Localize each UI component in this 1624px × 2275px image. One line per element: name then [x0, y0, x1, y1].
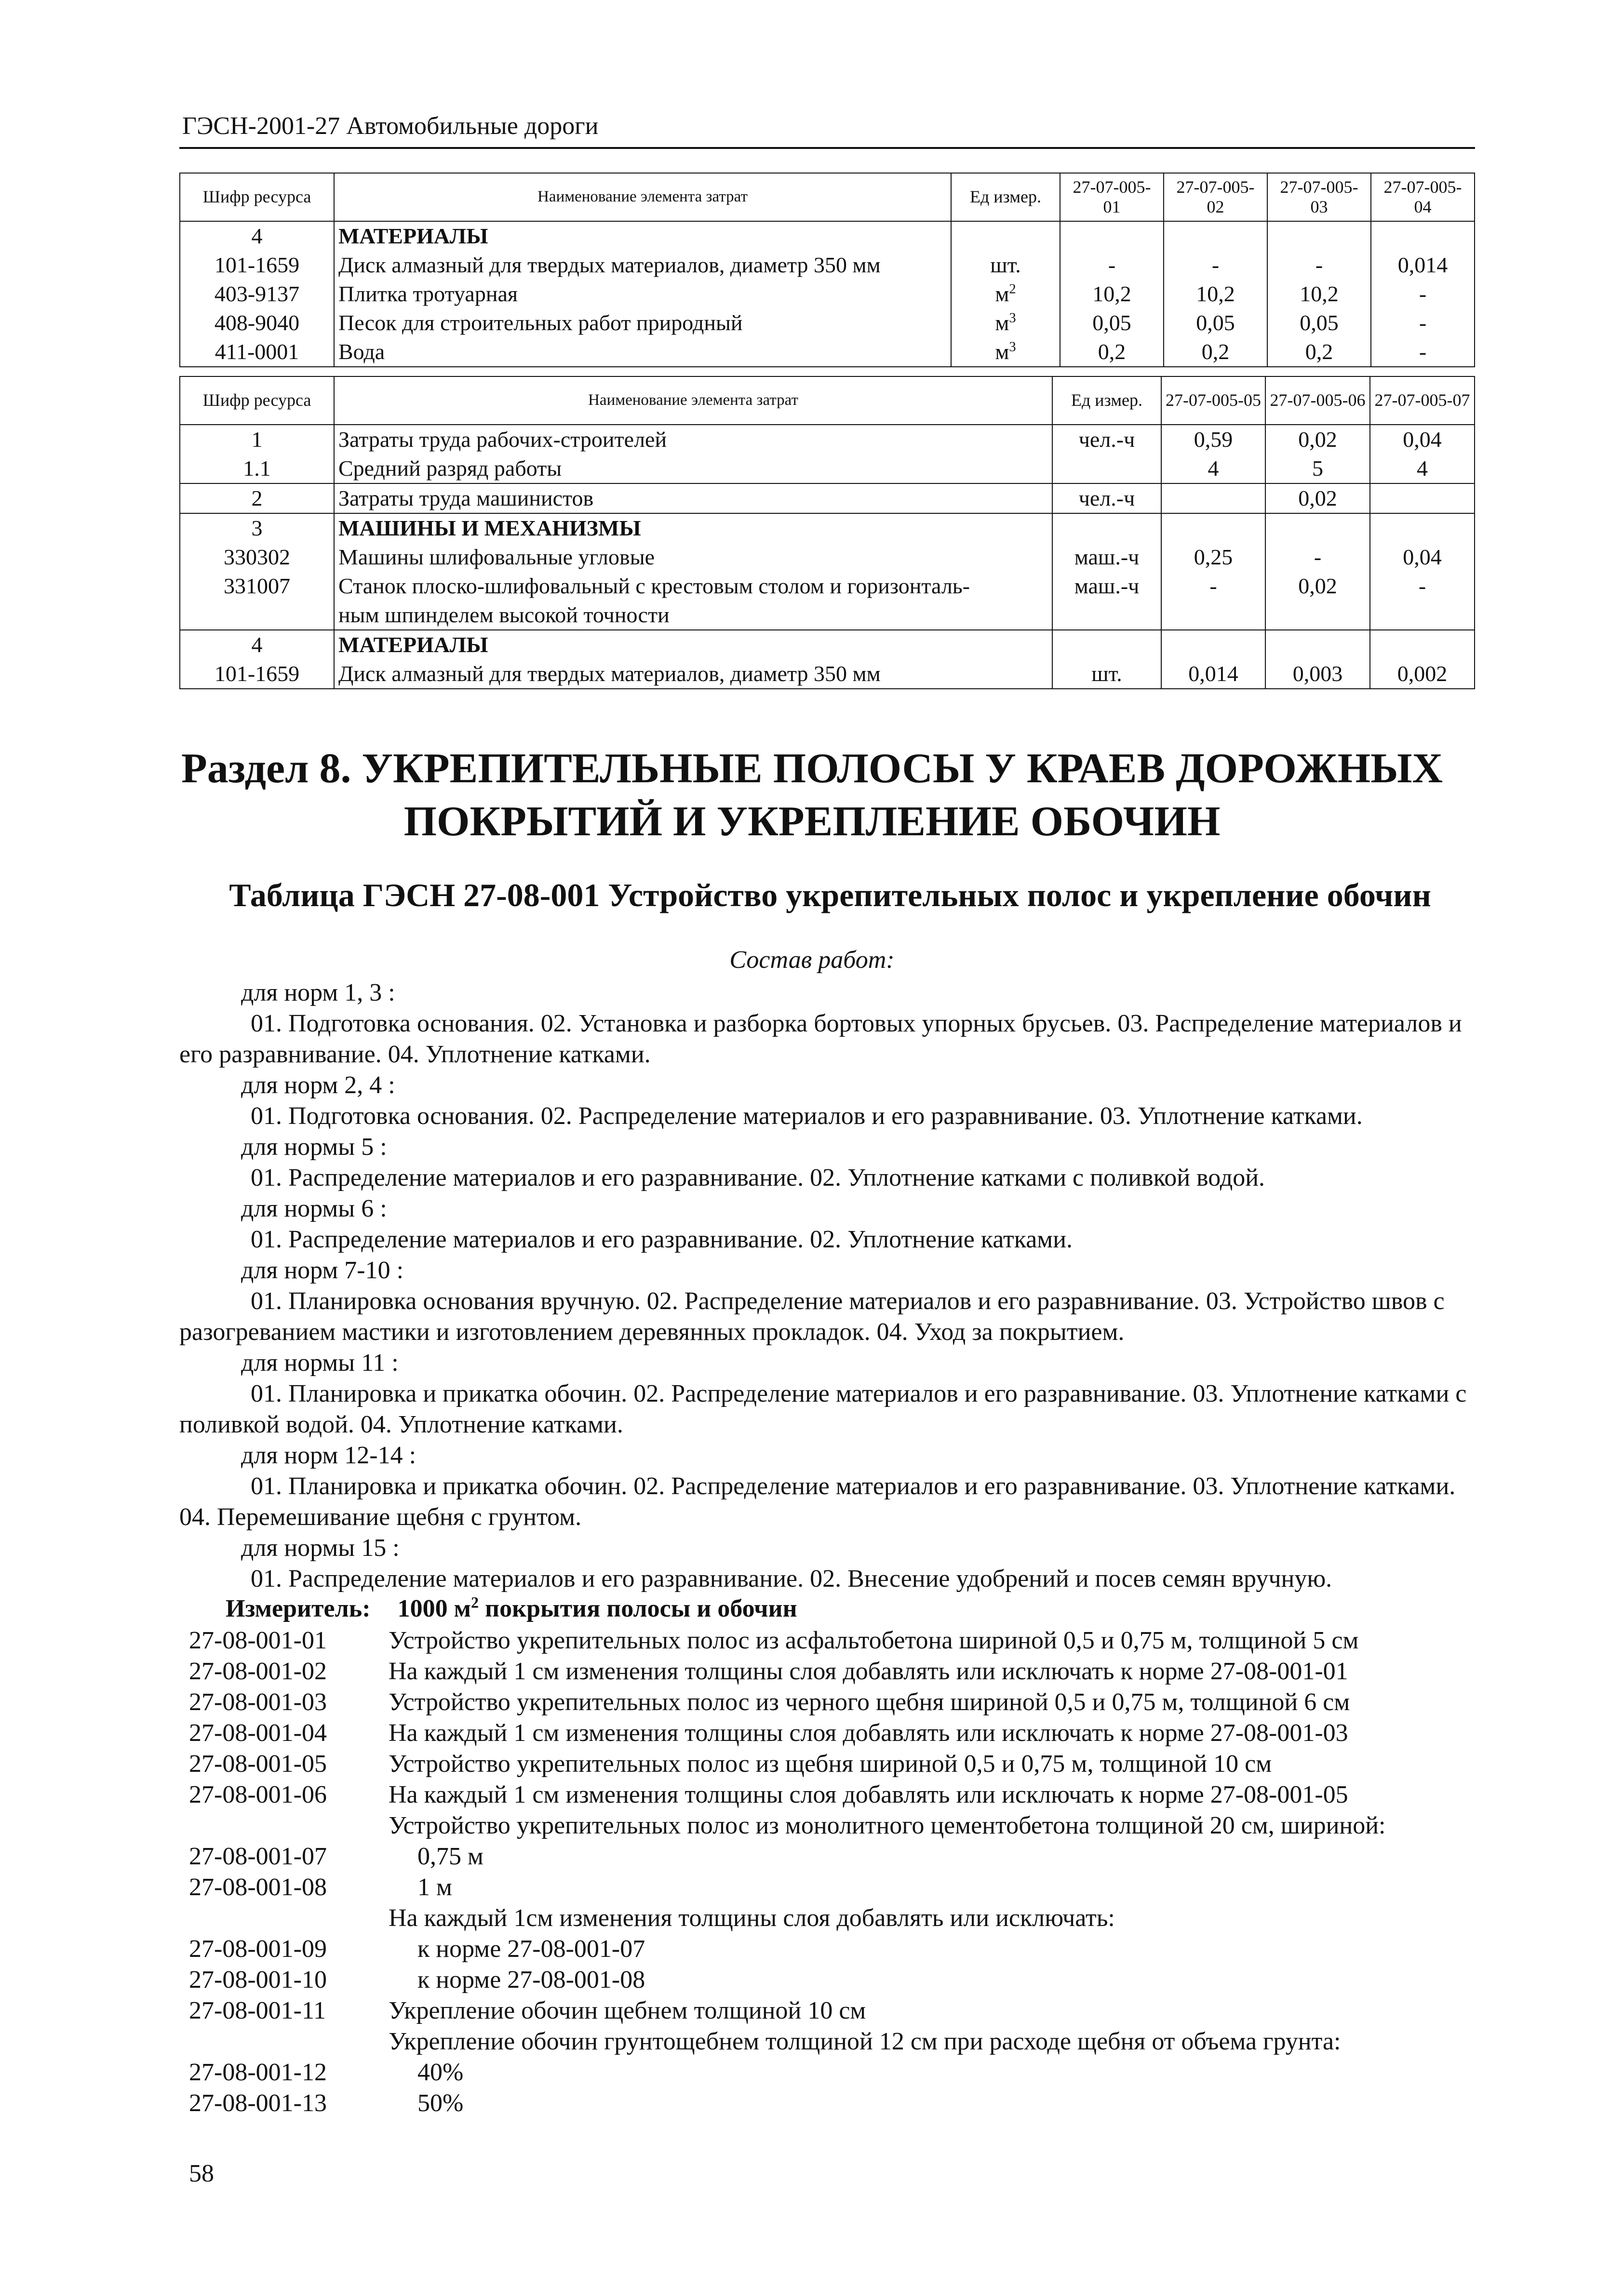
norm-description: к норме 27-08-001-08 [417, 1966, 645, 1994]
table-row [180, 572, 1475, 601]
norm-description: 0,75 м [417, 1843, 483, 1870]
resource-name: МАТЕРИАЛЫ [334, 221, 951, 251]
norm-description: На каждый 1 см изменения толщины слоя добавлять или исключать к норме 27-08-001-01 [389, 1658, 1348, 1685]
work-label: для нормы 11 : [241, 1349, 399, 1377]
table-row [180, 425, 1475, 454]
resource-value: 0,002 [1370, 659, 1475, 689]
header-code: Шифр ресурса [180, 376, 334, 425]
resource-value: 0,2 [1267, 337, 1371, 367]
work-composition-heading: Состав работ: [729, 946, 895, 974]
norm-description: Укрепление обочин щебнем толщиной 10 см [389, 1997, 866, 2024]
header-col: 27-07-005-07 [1370, 376, 1475, 425]
header-rule [179, 147, 1475, 149]
norm-row [0, 2088, 1624, 2119]
resource-unit [951, 221, 1060, 251]
work-label: для нормы 15 : [241, 1534, 400, 1562]
header-col: 27-07-005-02 [1164, 173, 1267, 221]
work-text: 01. Распределение материалов и его разравнивание. 02. Уплотнение катками. [251, 1226, 1073, 1253]
resource-value [1161, 513, 1265, 543]
resource-code: 330302 [180, 543, 334, 572]
norm-row [0, 1965, 1624, 1995]
norm-row [0, 1749, 1624, 1780]
resource-code: 1.1 [180, 454, 334, 483]
resource-name: Затраты труда машинистов [334, 483, 1052, 513]
resource-unit: $м^2$ [951, 280, 1060, 308]
resource-name: Вода [334, 337, 951, 367]
header-col: 27-07-005-03 [1267, 173, 1371, 221]
resource-value: - [1265, 543, 1370, 572]
resource-unit [1052, 513, 1161, 543]
norm-code: 27-08-001-02 [189, 1658, 327, 1685]
table-caption: Таблица ГЭСН 27-08-001 Устройство укрепительных полос и укрепление обочин [229, 877, 1431, 913]
norm-row [0, 1903, 1624, 1934]
norm-row [0, 1718, 1624, 1749]
norm-description: Устройство укрепительных полос из монолитного цементобетона толщиной 20 см, шириной: [389, 1812, 1386, 1839]
running-header: ГЭСН-2001-27 Автомобильные дороги [182, 112, 599, 140]
norm-code: 27-08-001-12 [189, 2059, 327, 2086]
resource-unit: чел.-ч [1052, 425, 1161, 454]
table-row [180, 659, 1475, 689]
work-label: для нормы 6 : [241, 1195, 387, 1222]
norm-code: 27-08-001-08 [189, 1874, 327, 1901]
resource-value: 0,003 [1265, 659, 1370, 689]
resource-unit: шт. [1052, 659, 1161, 689]
work-text: 01. Планировка основания вручную. 02. Распределение материалов и его разравнивание. 03. Устройство швов с разогреванием мастики и изготовлением деревянных прокладок. 04. Уход за покрытием. [179, 1287, 1445, 1346]
norm-description: 50% [417, 2089, 464, 2117]
resource-unit: шт. [951, 251, 1060, 280]
norm-description: к норме 27-08-001-07 [417, 1935, 645, 1963]
section-title [0, 742, 1624, 848]
resource-value: - [1371, 308, 1475, 337]
page-number: 58 [189, 2160, 214, 2187]
resource-unit: $м^3$ [951, 337, 1060, 367]
resource-value: 0,04 [1370, 425, 1475, 454]
table-row [180, 337, 1475, 367]
norm-code: 27-08-001-11 [189, 1997, 326, 2024]
header-col: 27-07-005-06 [1265, 376, 1370, 425]
resource-value [1370, 630, 1475, 659]
resource-unit: $м^3$ [951, 308, 1060, 337]
work-label: для нормы 5 : [241, 1133, 387, 1161]
resource-value: 0,2 [1060, 337, 1164, 367]
resource-code: 101-1659 [180, 659, 334, 689]
norm-description: 40% [417, 2059, 464, 2086]
norm-code: 27-08-001-03 [189, 1688, 327, 1716]
resource-code: 1 [180, 425, 334, 454]
resource-name: ным шпинделем высокой точности [334, 601, 1052, 630]
header-code: Шифр ресурса [180, 173, 334, 221]
resource-value: 10,2 [1060, 280, 1164, 308]
resource-value [1370, 601, 1475, 630]
resource-value: - [1371, 337, 1475, 367]
resource-name: Затраты труда рабочих-строителей [334, 425, 1052, 454]
resource-name: Диск алмазный для твердых материалов, диаметр 350 мм [334, 659, 1052, 689]
resource-table-1 [179, 173, 1475, 367]
resource-code: 101-1659 [180, 251, 334, 280]
resource-value: 4 [1370, 454, 1475, 483]
resource-value [1371, 221, 1475, 251]
norm-description: 1 м [417, 1874, 452, 1901]
norm-row [0, 1841, 1624, 1872]
norm-code: 27-08-001-07 [189, 1843, 327, 1870]
norm-description: Устройство укрепительных полос из щебня шириной 0,5 и 0,75 м, толщиной 10 см [389, 1750, 1272, 1778]
resource-value [1161, 601, 1265, 630]
norm-code: 27-08-001-13 [189, 2089, 327, 2117]
resource-value: 0,05 [1267, 308, 1371, 337]
resource-value: 0,02 [1265, 483, 1370, 513]
norm-row [0, 1934, 1624, 1965]
resource-value: - [1164, 251, 1267, 280]
work-label: для норм 2, 4 : [241, 1071, 395, 1099]
norm-description: На каждый 1 см изменения толщины слоя добавлять или исключать к норме 27-08-001-03 [389, 1719, 1348, 1747]
resource-code: 3 [180, 513, 334, 543]
resource-value: 0,05 [1164, 308, 1267, 337]
resource-code: 4 [180, 630, 334, 659]
work-text: 01. Распределение материалов и его разравнивание. 02. Внесение удобрений и посев семян вручную. [251, 1565, 1332, 1592]
norm-row [0, 2026, 1624, 2057]
resource-value [1265, 601, 1370, 630]
resource-value [1060, 221, 1164, 251]
table-row [180, 280, 1475, 308]
resource-unit [1052, 630, 1161, 659]
resource-unit: маш.-ч [1052, 572, 1161, 601]
norm-row [0, 1625, 1624, 1656]
header-name: Наименование элемента затрат [334, 173, 951, 221]
header-col: 27-07-005-01 [1060, 173, 1164, 221]
resource-value [1370, 483, 1475, 513]
resource-code: 408-9040 [180, 308, 334, 337]
resource-code: 4 [180, 221, 334, 251]
resource-code: 411-0001 [180, 337, 334, 367]
table-row [180, 513, 1475, 543]
resource-name: Плитка тротуарная [334, 280, 951, 308]
table-row [180, 251, 1475, 280]
resource-value: 10,2 [1164, 280, 1267, 308]
work-label: для норм 7-10 : [241, 1257, 404, 1284]
resource-value: 0,05 [1060, 308, 1164, 337]
work-text: 01. Планировка и прикатка обочин. 02. Распределение материалов и его разравнивание. 03. Уплотнение катками с поливкой водой. 04. Уплотнение катками. [179, 1380, 1467, 1438]
resource-value: - [1267, 251, 1371, 280]
resource-code [180, 601, 334, 630]
measure-label: Измеритель: [226, 1595, 371, 1622]
work-label: для норм 12-14 : [241, 1442, 416, 1469]
resource-name: МАШИНЫ И МЕХАНИЗМЫ [334, 513, 1052, 543]
norm-row [0, 1872, 1624, 1903]
header-col: 27-07-005-04 [1371, 173, 1475, 221]
norm-code: 27-08-001-09 [189, 1935, 327, 1963]
norm-description: Укрепление обочин грунтощебнем толщиной 12 см при расходе щебня от объема грунта: [389, 2028, 1341, 2055]
resource-value [1267, 221, 1371, 251]
resource-name: Диск алмазный для твердых материалов, диаметр 350 мм [334, 251, 951, 280]
resource-value: 0,02 [1265, 572, 1370, 601]
norm-row [0, 1810, 1624, 1841]
resource-value: - [1161, 572, 1265, 601]
norm-code: 27-08-001-05 [189, 1750, 327, 1778]
resource-value [1161, 630, 1265, 659]
table-row [180, 221, 1475, 251]
norm-code: 27-08-001-04 [189, 1719, 327, 1747]
resource-value: 0,25 [1161, 543, 1265, 572]
norm-description: Устройство укрепительных полос из асфальтобетона шириной 0,5 и 0,75 м, толщиной 5 см [389, 1627, 1359, 1654]
resource-table-2 [179, 376, 1475, 689]
table-row [180, 483, 1475, 513]
resource-value: 0,014 [1161, 659, 1265, 689]
resource-unit: маш.-ч [1052, 543, 1161, 572]
norm-description: На каждый 1 см изменения толщины слоя добавлять или исключать к норме 27-08-001-05 [389, 1781, 1348, 1808]
resource-value: 5 [1265, 454, 1370, 483]
section-title-line: Раздел 8. УКРЕПИТЕЛЬНЫЕ ПОЛОСЫ У КРАЕВ ДОРОЖНЫХ [181, 745, 1443, 792]
resource-value [1265, 630, 1370, 659]
resource-value: 10,2 [1267, 280, 1371, 308]
work-text: 01. Распределение материалов и его разравнивание. 02. Уплотнение катками с поливкой водой. [251, 1164, 1265, 1191]
resource-value: 0,014 [1371, 251, 1475, 280]
resource-unit [1052, 601, 1161, 630]
resource-name: Средний разряд работы [334, 454, 1052, 483]
norm-row [0, 1780, 1624, 1810]
work-label: для норм 1, 3 : [241, 979, 395, 1006]
norm-row [0, 2057, 1624, 2088]
resource-code: 403-9137 [180, 280, 334, 308]
section-title-line: ПОКРЫТИЙ И УКРЕПЛЕНИЕ ОБОЧИН [403, 798, 1221, 845]
resource-value: 0,2 [1164, 337, 1267, 367]
resource-value: - [1370, 572, 1475, 601]
work-text: 01. Планировка и прикатка обочин. 02. Распределение материалов и его разравнивание. 03. Уплотнение катками. 04. Перемешивание щебня с грунтом. [179, 1472, 1456, 1531]
norm-row [0, 1995, 1624, 2026]
resource-code: 2 [180, 483, 334, 513]
table-row [180, 630, 1475, 659]
norm-code: 27-08-001-01 [189, 1627, 327, 1654]
resource-name: МАТЕРИАЛЫ [334, 630, 1052, 659]
measure-value: 1000 $м^2$ покрытия полосы и обочин [397, 1593, 797, 1622]
resource-name: Машины шлифовальные угловые [334, 543, 1052, 572]
norm-row [0, 1656, 1624, 1687]
resource-value [1265, 513, 1370, 543]
header-col: 27-07-005-05 [1161, 376, 1265, 425]
work-text: 01. Подготовка основания. 02. Установка и разборка бортовых упорных брусьев. 03. Распределение материалов и его разравнивание. 04. Уплотнение катками. [179, 1010, 1462, 1068]
norm-code: 27-08-001-10 [189, 1966, 327, 1994]
work-text: 01. Подготовка основания. 02. Распределение материалов и его разравнивание. 03. Уплотнение катками. [251, 1102, 1363, 1130]
resource-value [1161, 483, 1265, 513]
resource-value: 0,59 [1161, 425, 1265, 454]
norm-description: На каждый 1см изменения толщины слоя добавлять или исключать: [389, 1904, 1115, 1932]
table-row [180, 601, 1475, 630]
resource-code: 331007 [180, 572, 334, 601]
norm-code: 27-08-001-06 [189, 1781, 327, 1808]
resource-value [1370, 513, 1475, 543]
resource-name: Станок плоско-шлифовальный с крестовым столом и горизонталь- [334, 572, 1052, 601]
norm-row [0, 1687, 1624, 1718]
header-unit: Ед измер. [1052, 376, 1161, 425]
resource-value: 4 [1161, 454, 1265, 483]
resource-value [1164, 221, 1267, 251]
table-row [180, 454, 1475, 483]
resource-value: 0,02 [1265, 425, 1370, 454]
resource-unit: чел.-ч [1052, 483, 1161, 513]
resource-value: - [1060, 251, 1164, 280]
table-row [180, 308, 1475, 337]
header-name: Наименование элемента затрат [334, 376, 1052, 425]
table-row [180, 543, 1475, 572]
header-unit: Ед измер. [951, 173, 1060, 221]
measure-line [226, 1594, 797, 1623]
norm-description: Устройство укрепительных полос из черного щебня шириной 0,5 и 0,75 м, толщиной 6 см [389, 1688, 1350, 1716]
resource-value: 0,04 [1370, 543, 1475, 572]
resource-value: - [1371, 280, 1475, 308]
resource-unit [1052, 454, 1161, 483]
resource-name: Песок для строительных работ природный [334, 308, 951, 337]
